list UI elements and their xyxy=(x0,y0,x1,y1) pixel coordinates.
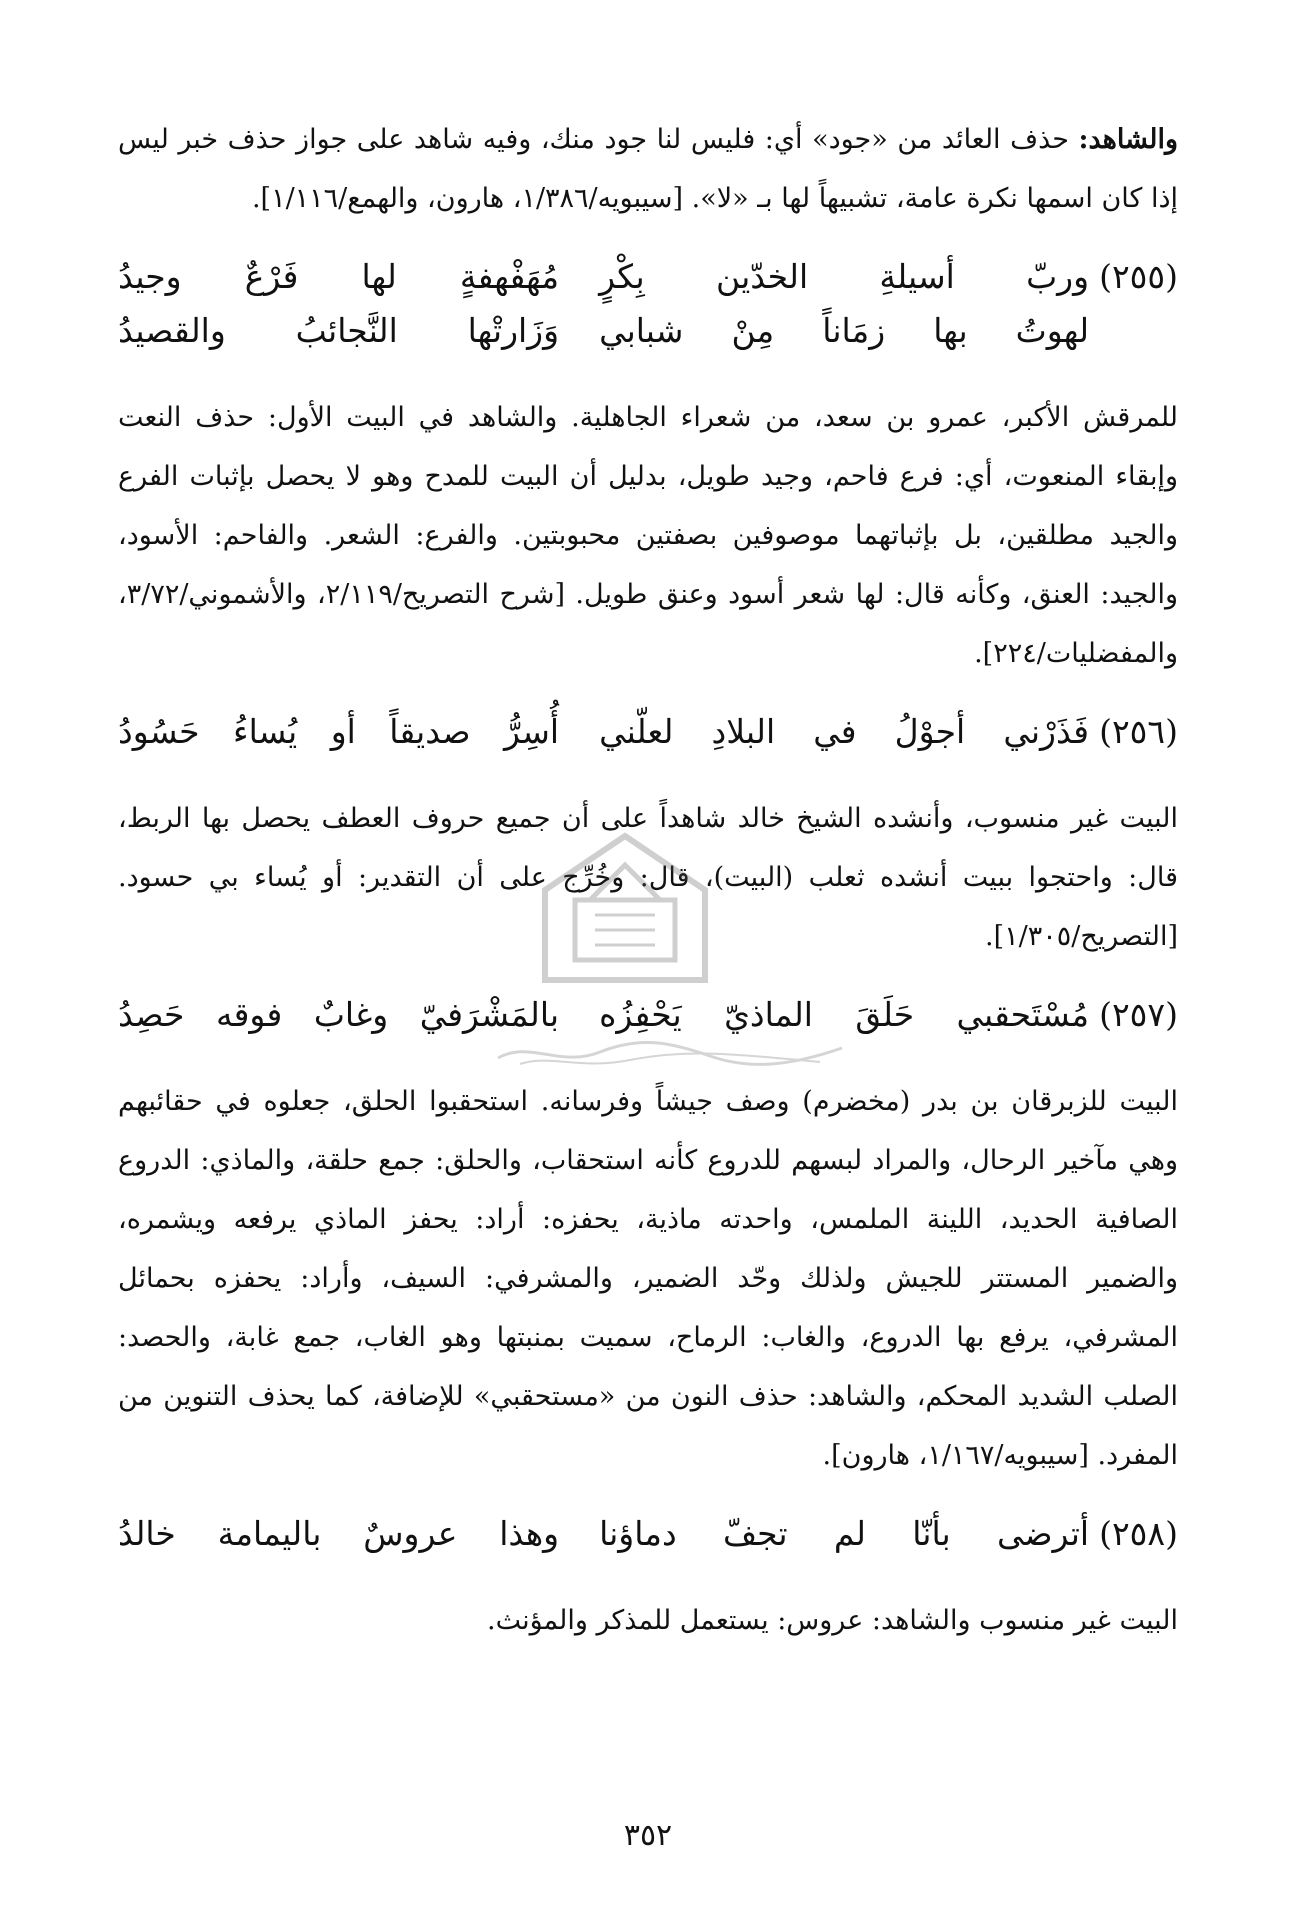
paragraph-4: البيت للزبرقان بن بدر (مخضرم) وصف جيشاً وفرسانه. استحقبوا الحلق، جعلوه في حقائبهم وهي مآخير الرحال، والمراد لبسهم للدروع كأنه استحقاب، والحلق: جمع حلقة، والماذي: الدروع الصافية الحديد، اللينة الملمس، واحدته ماذية، يحفزه: أراد: يحفز الماذي يرفعه ويشمره، والضمير المستتر للجيش ولذلك وحّد الضمير، والمشرفي: السيف، وأراد: يحفزه بحمائل المشرفي، يرفع بها الدروع، والغاب: الرماح، سميت بمنبتها وهو الغاب، جمع غابة، والحصد: الصلب الشديد المحكم، والشاهد: حذف النون من «مستحقبي» للإضافة، كما يحذف التنوين من المفرد. [سيبويه/١/١٦٧، هارون]. xyxy=(118,1086,1178,1471)
verse-hemistich-second: مُهَفْهفةٍ لها فَرْعٌ وجيدُ xyxy=(118,257,560,296)
verse-hemistich-first: لهوتُ بها زمَاناً مِنْ شبابي xyxy=(599,311,1090,350)
verse-hemistich-second: أُسِرُّ صديقاً أو يُساءُ حَسُودُ xyxy=(118,712,560,751)
verse-hemistich-first: أترضى بأنّا لم تجفّ دماؤنا xyxy=(599,1514,1090,1553)
verse-line xyxy=(118,250,1178,304)
verse-258 xyxy=(118,1507,1178,1561)
verse-line xyxy=(118,1507,1178,1561)
verse-hemistich-first: فَذَرْني أجوْلُ في البلادِ لعلّني xyxy=(599,712,1090,751)
verse-number: (٢٥٧) xyxy=(1099,995,1178,1034)
paragraph-lead: والشاهد: xyxy=(1078,124,1178,155)
page-number: ٣٥٢ xyxy=(623,1818,673,1853)
verse-hemistich-second: وَزَارتْها النَّجائبُ والقصيدُ xyxy=(118,311,560,350)
verse-line xyxy=(118,705,1178,759)
paragraph-5: البيت غير منسوب والشاهد: عروس: يستعمل للمذكر والمؤنث. xyxy=(487,1605,1178,1636)
paragraph-3: البيت غير منسوب، وأنشده الشيخ خالد شاهداً على أن جميع حروف العطف يحصل بها الربط، قال: واحتجوا ببيت أنشده ثعلب (البيت)، قال: وخُرِّج على أن التقدير: أو يُساء بي حسود. [التصريح/١/٣٠٥]. xyxy=(118,803,1178,952)
watermark-script xyxy=(490,1030,850,1074)
paragraph-2: للمرقش الأكبر، عمرو بن سعد، من شعراء الجاهلية. والشاهد في البيت الأول: حذف النعت وإبقاء المنعوت، أي: فرع فاحم، وجيد طويل، بدليل أن البيت للمدح وهو لا يحصل بإثبات الفرع والجيد مطلقين، بل بإثباتهما موصوفين بصفتين محبوبتين. والفرع: الشعر. والفاحم: الأسود، والجيد: العنق، وكأنه قال: لها شعر أسود وعنق طويل. [شرح التصريح/٢/١١٩، والأشموني/٣/٧٢، والمفضليات/٢٢٤]. xyxy=(118,402,1178,669)
page-body xyxy=(118,110,1178,1672)
verse-line xyxy=(118,304,1178,358)
verse-number: (٢٥٥) xyxy=(1099,257,1178,296)
verse-256 xyxy=(118,705,1178,759)
paragraph-text: حذف العائد من «جود» أي: فليس لنا جود منك، وفيه شاهد على جواز حذف خبر ليس إذا كان اسمها نكرة عامة، تشبيهاً لها بـ «لا». [سيبويه/١/٣٨٦، هارون، والهمع/١/١١٦]. xyxy=(118,124,1178,214)
paragraph-1 xyxy=(118,110,1178,228)
verse-number: (٢٥٨) xyxy=(1099,1514,1178,1553)
verse-hemistich-first: مُسْتَحقبي حَلَقَ الماذيّ يَحْفِزُه xyxy=(599,995,1090,1034)
verse-hemistich-second: بالمَشْرَفيّ وغابٌ فوقه حَصِدُ xyxy=(118,995,560,1034)
verse-hemistich-first: وربّ أسيلةِ الخدّين بِكْرٍ xyxy=(599,257,1090,296)
verse-number: (٢٥٦) xyxy=(1099,712,1178,751)
verse-hemistich-second: وهذا عروسٌ باليمامة خالدُ xyxy=(118,1514,560,1553)
verse-255 xyxy=(118,250,1178,358)
